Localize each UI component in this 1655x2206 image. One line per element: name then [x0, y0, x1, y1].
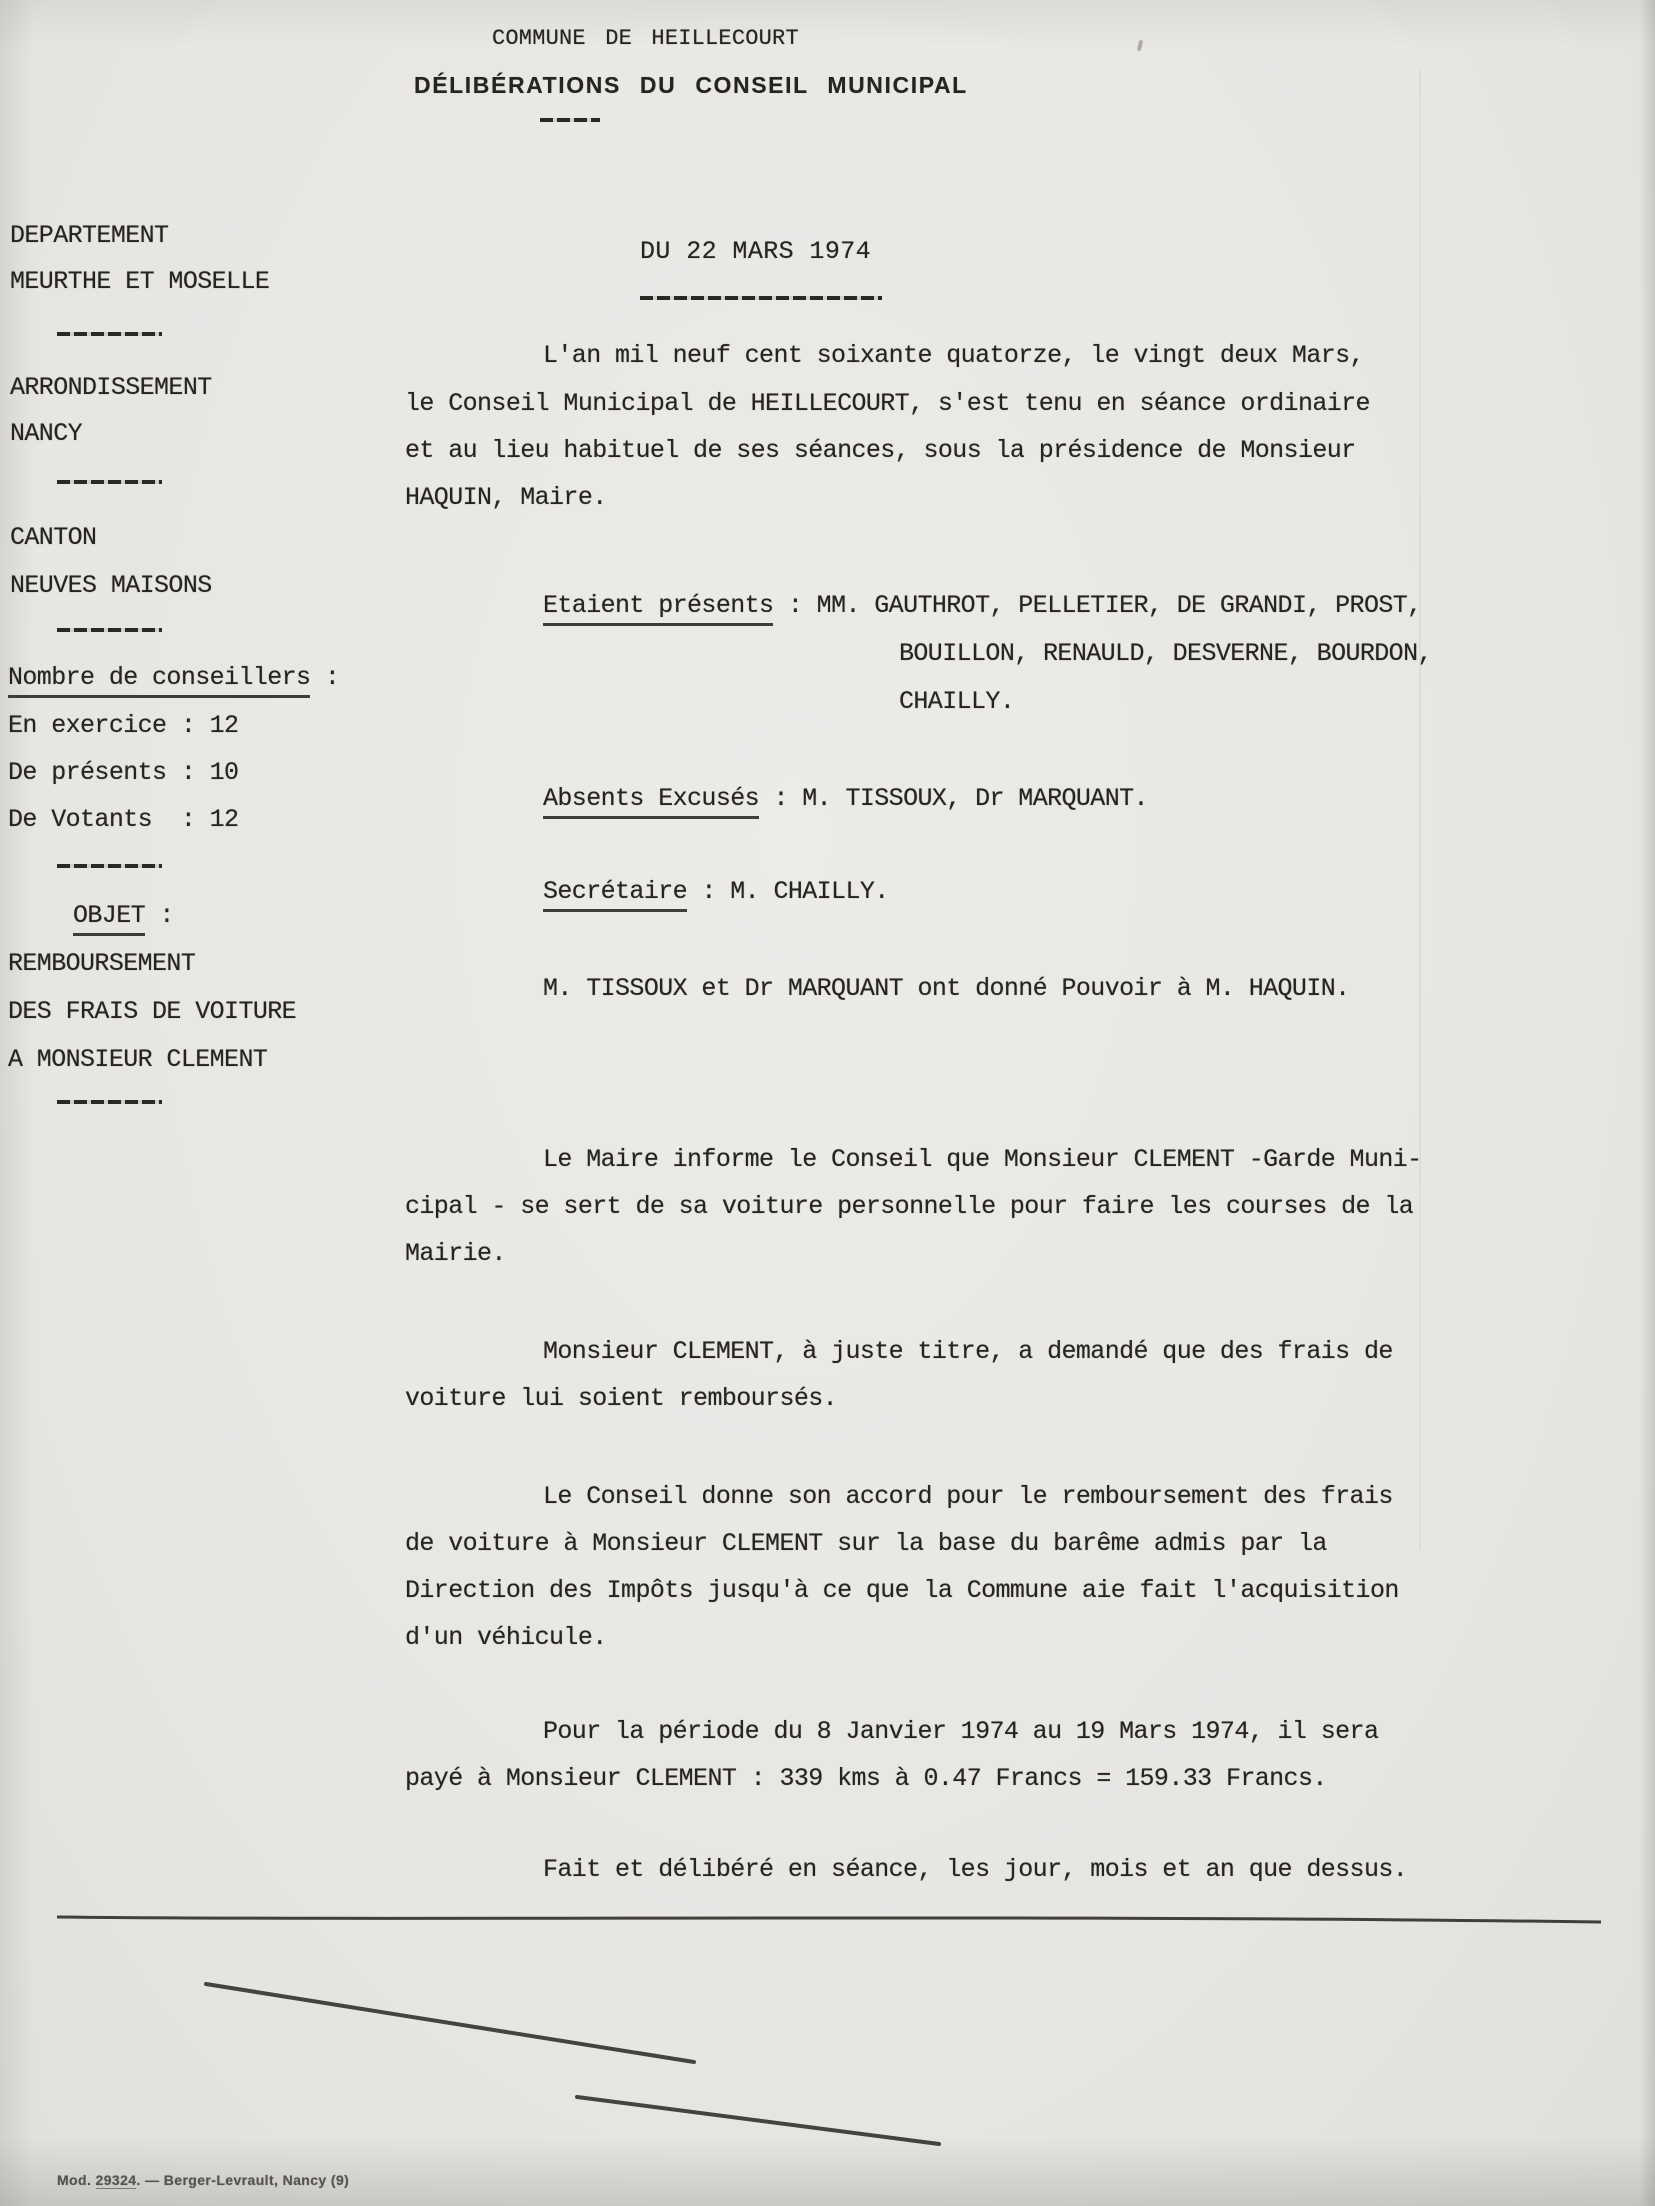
sidebar-canton-label: CANTON: [10, 523, 97, 552]
conseillers-heading-text: Nombre de conseillers: [8, 663, 310, 698]
objet-heading-colon: :: [145, 901, 174, 930]
pouvoir-line: M. TISSOUX et Dr MARQUANT ont donné Pouvoir à M. HAQUIN.: [543, 974, 1350, 1003]
opening-line: HAQUIN, Maire.: [405, 483, 607, 512]
para-accord-line: Direction des Impôts jusqu'à ce que la Commune aie fait l'acquisition: [405, 1576, 1399, 1605]
secretaire-line: [543, 878, 889, 907]
opening-line: le Conseil Municipal de HEILLECOURT, s'est tenu en séance ordinaire: [405, 389, 1370, 418]
separator-rule: [57, 1917, 1601, 1922]
session-date-rule: [640, 296, 882, 300]
printer-imprint: [57, 2172, 349, 2188]
sidebar-departement-value: MEURTHE ET MOSELLE: [10, 267, 270, 296]
session-date: DU 22 MARS 1974: [640, 237, 872, 266]
header-title: DÉLIBÉRATIONS DU CONSEIL MUNICIPAL: [414, 72, 968, 98]
para-voiture-line: Le Maire informe le Conseil que Monsieur CLEMENT -Garde Muni-: [543, 1145, 1422, 1174]
header-rule: [540, 118, 600, 122]
absents-line: [543, 785, 1148, 814]
sidebar-conseillers-heading: [8, 664, 339, 693]
scan-speck: [1137, 40, 1144, 52]
paper-crease: [1419, 70, 1421, 1550]
para-voiture-line: cipal - se sert de sa voiture personnelle pour faire les courses de la: [405, 1192, 1414, 1221]
sidebar-objet-line: DES FRAIS DE VOITURE: [8, 997, 297, 1026]
presents-line: BOUILLON, RENAULD, DESVERNE, BOURDON,: [899, 639, 1432, 668]
sidebar-stat-exercice: En exercice : 12: [8, 711, 239, 740]
sidebar-divider: [57, 1100, 162, 1104]
presents-label: Etaient présents: [543, 591, 773, 626]
presents-line: CHAILLY.: [899, 687, 1015, 716]
para-demande-line: Monsieur CLEMENT, à juste titre, a demandé que des frais de: [543, 1337, 1393, 1366]
pen-strike-1: [206, 1984, 694, 2062]
para-paiement-line: Pour la période du 8 Janvier 1974 au 19 Mars 1974, il sera: [543, 1717, 1379, 1746]
imprint-prefix: Mod.: [57, 2172, 96, 2188]
presents-line: [543, 592, 1422, 621]
conseillers-heading-colon: :: [310, 663, 340, 692]
sidebar-divider: [57, 864, 162, 868]
sidebar-objet-line: REMBOURSEMENT: [8, 949, 196, 978]
closing-line: Fait et délibéré en séance, les jour, mois et an que dessus.: [543, 1855, 1408, 1884]
para-accord-line: d'un véhicule.: [405, 1623, 607, 1652]
sidebar-arrondissement-value: NANCY: [10, 419, 83, 448]
sidebar-divider: [57, 480, 162, 484]
secretaire-label: Secrétaire: [543, 877, 687, 912]
sidebar-objet-line: A MONSIEUR CLEMENT: [8, 1045, 268, 1074]
opening-line: et au lieu habituel de ses séances, sous la présidence de Monsieur: [405, 436, 1356, 465]
presents-names: : MM. GAUTHROT, PELLETIER, DE GRANDI, PROST,: [773, 591, 1422, 620]
para-demande-line: voiture lui soient remboursés.: [405, 1384, 838, 1413]
sidebar-divider: [57, 332, 162, 336]
objet-heading-text: OBJET: [73, 901, 145, 936]
sidebar-stat-votants: De Votants : 12: [8, 805, 239, 834]
opening-line: L'an mil neuf cent soixante quatorze, le vingt deux Mars,: [543, 341, 1364, 370]
para-voiture-line: Mairie.: [405, 1239, 506, 1268]
para-accord-line: de voiture à Monsieur CLEMENT sur la base du barême admis par la: [405, 1529, 1327, 1558]
sidebar-stat-presents: De présents : 10: [8, 758, 239, 787]
para-paiement-line: payé à Monsieur CLEMENT : 339 kms à 0.47 Francs = 159.33 Francs.: [405, 1764, 1327, 1793]
sidebar-departement-label: DEPARTEMENT: [10, 221, 169, 250]
sidebar-divider: [57, 628, 162, 632]
sidebar-canton-value: NEUVES MAISONS: [10, 571, 212, 600]
para-accord-line: Le Conseil donne son accord pour le remboursement des frais: [543, 1482, 1393, 1511]
absents-label: Absents Excusés: [543, 784, 759, 819]
secretaire-name: : M. CHAILLY.: [687, 877, 889, 906]
pen-strike-2: [577, 2097, 939, 2144]
sidebar-arrondissement-label: ARRONDISSEMENT: [10, 373, 212, 402]
header-commune: COMMUNE DE HEILLECOURT: [492, 26, 799, 51]
imprint-model-number: 29324: [95, 2172, 137, 2188]
sidebar-objet-heading: [73, 902, 174, 931]
absents-names: : M. TISSOUX, Dr MARQUANT.: [759, 784, 1148, 813]
imprint-suffix: . — Berger-Levrault, Nancy (9): [136, 2172, 350, 2188]
